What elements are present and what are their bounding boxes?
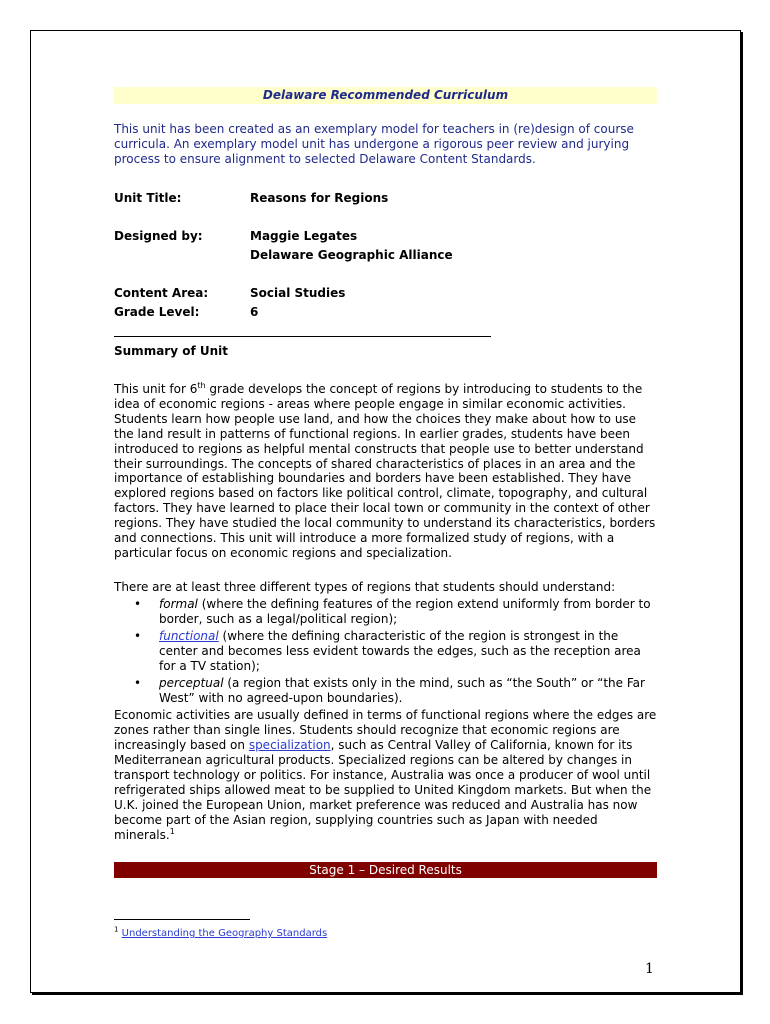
section-divider bbox=[114, 336, 491, 337]
ordinal-suffix: th bbox=[197, 381, 206, 390]
region-desc: (where the defining features of the region extend uniformly from border to border, such as a legal/political region); bbox=[159, 596, 651, 626]
summary-text-rest: grade develops the concept of regions by introducing to students to the idea of economic regions - areas where people engage in similar economic activities. Students learn how people use land, and how the choices they make about how to use the land result in patterns of functional regions. In earlier grades, students have been introduced to regions as helpful mental constructs that people use to better understand their surroundings. The concepts of shared characteristics of places in an area and the importance of establishing boundaries and borders have been established. They have explored regions based on factors like political control, climate, topography, and cultural factors. They have learned to place their local town or community in the context of other regions. They have studied the local community to understand its characteristics, borders and connections. This unit will introduce a more formalized study of regions, with a particular focus on economic regions and specialization. bbox=[114, 382, 656, 560]
bullet-icon: • bbox=[134, 596, 142, 611]
unit-info bbox=[114, 189, 657, 322]
footnote-divider bbox=[114, 919, 250, 920]
list-item bbox=[114, 597, 657, 627]
region-desc: (where the defining characteristic of the region is strongest in the center and becomes less evident towards the edges, such as the reception area for a TV station); bbox=[159, 628, 641, 673]
region-desc: (a region that exists only in the mind, such as “the South” or “the Far West” with no agreed-upon boundaries). bbox=[159, 675, 645, 705]
region-term-formal: formal bbox=[159, 596, 198, 611]
bullet-icon: • bbox=[134, 628, 142, 643]
unit-title-value: Reasons for Regions bbox=[250, 191, 389, 205]
curriculum-banner: Delaware Recommended Curriculum bbox=[114, 87, 657, 104]
designer-org: Delaware Geographic Alliance bbox=[250, 248, 453, 262]
list-item bbox=[114, 676, 657, 706]
designed-by-row bbox=[114, 227, 657, 265]
footnote-number: 1 bbox=[114, 925, 119, 934]
intro-text: This unit has been created as an exemplary model for teachers in (re)design of course curricula. An exemplary model unit has undergone a rigorous peer review and jurying process to ensure alignment to selected Delaware Content Standards. bbox=[114, 122, 634, 166]
stage-banner: Stage 1 – Desired Results bbox=[114, 862, 657, 878]
region-types-list bbox=[114, 597, 657, 706]
functional-link[interactable]: functional bbox=[159, 628, 219, 643]
unit-title-label: Unit Title: bbox=[114, 191, 182, 205]
economic-text-start: Economic activities are usually defined in terms of functional regions where the edges are zones rather than single lines. Students should recognize that economic regions are increasingly based on bbox=[114, 707, 657, 752]
document-page bbox=[30, 30, 741, 993]
unit-title-row bbox=[114, 189, 657, 208]
footnote-ref[interactable]: 1 bbox=[169, 826, 175, 836]
content-area-row bbox=[114, 284, 657, 303]
content-area-value: Social Studies bbox=[250, 286, 346, 300]
designer-name: Maggie Legates bbox=[250, 229, 358, 243]
region-term-perceptual: perceptual bbox=[159, 675, 224, 690]
grade-level-value: 6 bbox=[250, 305, 259, 319]
grade-level-label: Grade Level: bbox=[114, 305, 200, 319]
page-content bbox=[114, 87, 657, 878]
summary-text-start: This unit for 6 bbox=[114, 382, 198, 396]
specialization-link[interactable]: specialization bbox=[248, 737, 331, 752]
bullet-icon: • bbox=[134, 675, 142, 690]
designed-by-label: Designed by: bbox=[114, 229, 203, 243]
list-item bbox=[114, 629, 657, 674]
economic-text-rest: , such as Central Valley of California, known for its Mediterranean agricultural products. Specialized regions can be altered by changes in transport technology or politics. For instance, Australia was once a producer of wool until refrigerated ships allowed meat to be supplied to United Kingdom markets. But when the U.K. joined the European Union, market preference was reduced and Australia has now become part of the Asian region, supplying countries such as Japan with needed minerals. bbox=[114, 737, 652, 842]
summary-paragraph bbox=[114, 382, 657, 561]
economic-paragraph bbox=[114, 708, 657, 843]
page-number: 1 bbox=[645, 961, 654, 977]
region-types-intro: There are at least three different types of regions that students should understand: bbox=[114, 579, 616, 594]
footnote bbox=[114, 925, 328, 940]
designed-by-value bbox=[250, 227, 453, 265]
summary-heading: Summary of Unit bbox=[114, 344, 228, 358]
content-area-label: Content Area: bbox=[114, 286, 209, 300]
footnote-link[interactable]: Understanding the Geography Standards bbox=[121, 928, 328, 939]
grade-level-row bbox=[114, 303, 657, 322]
